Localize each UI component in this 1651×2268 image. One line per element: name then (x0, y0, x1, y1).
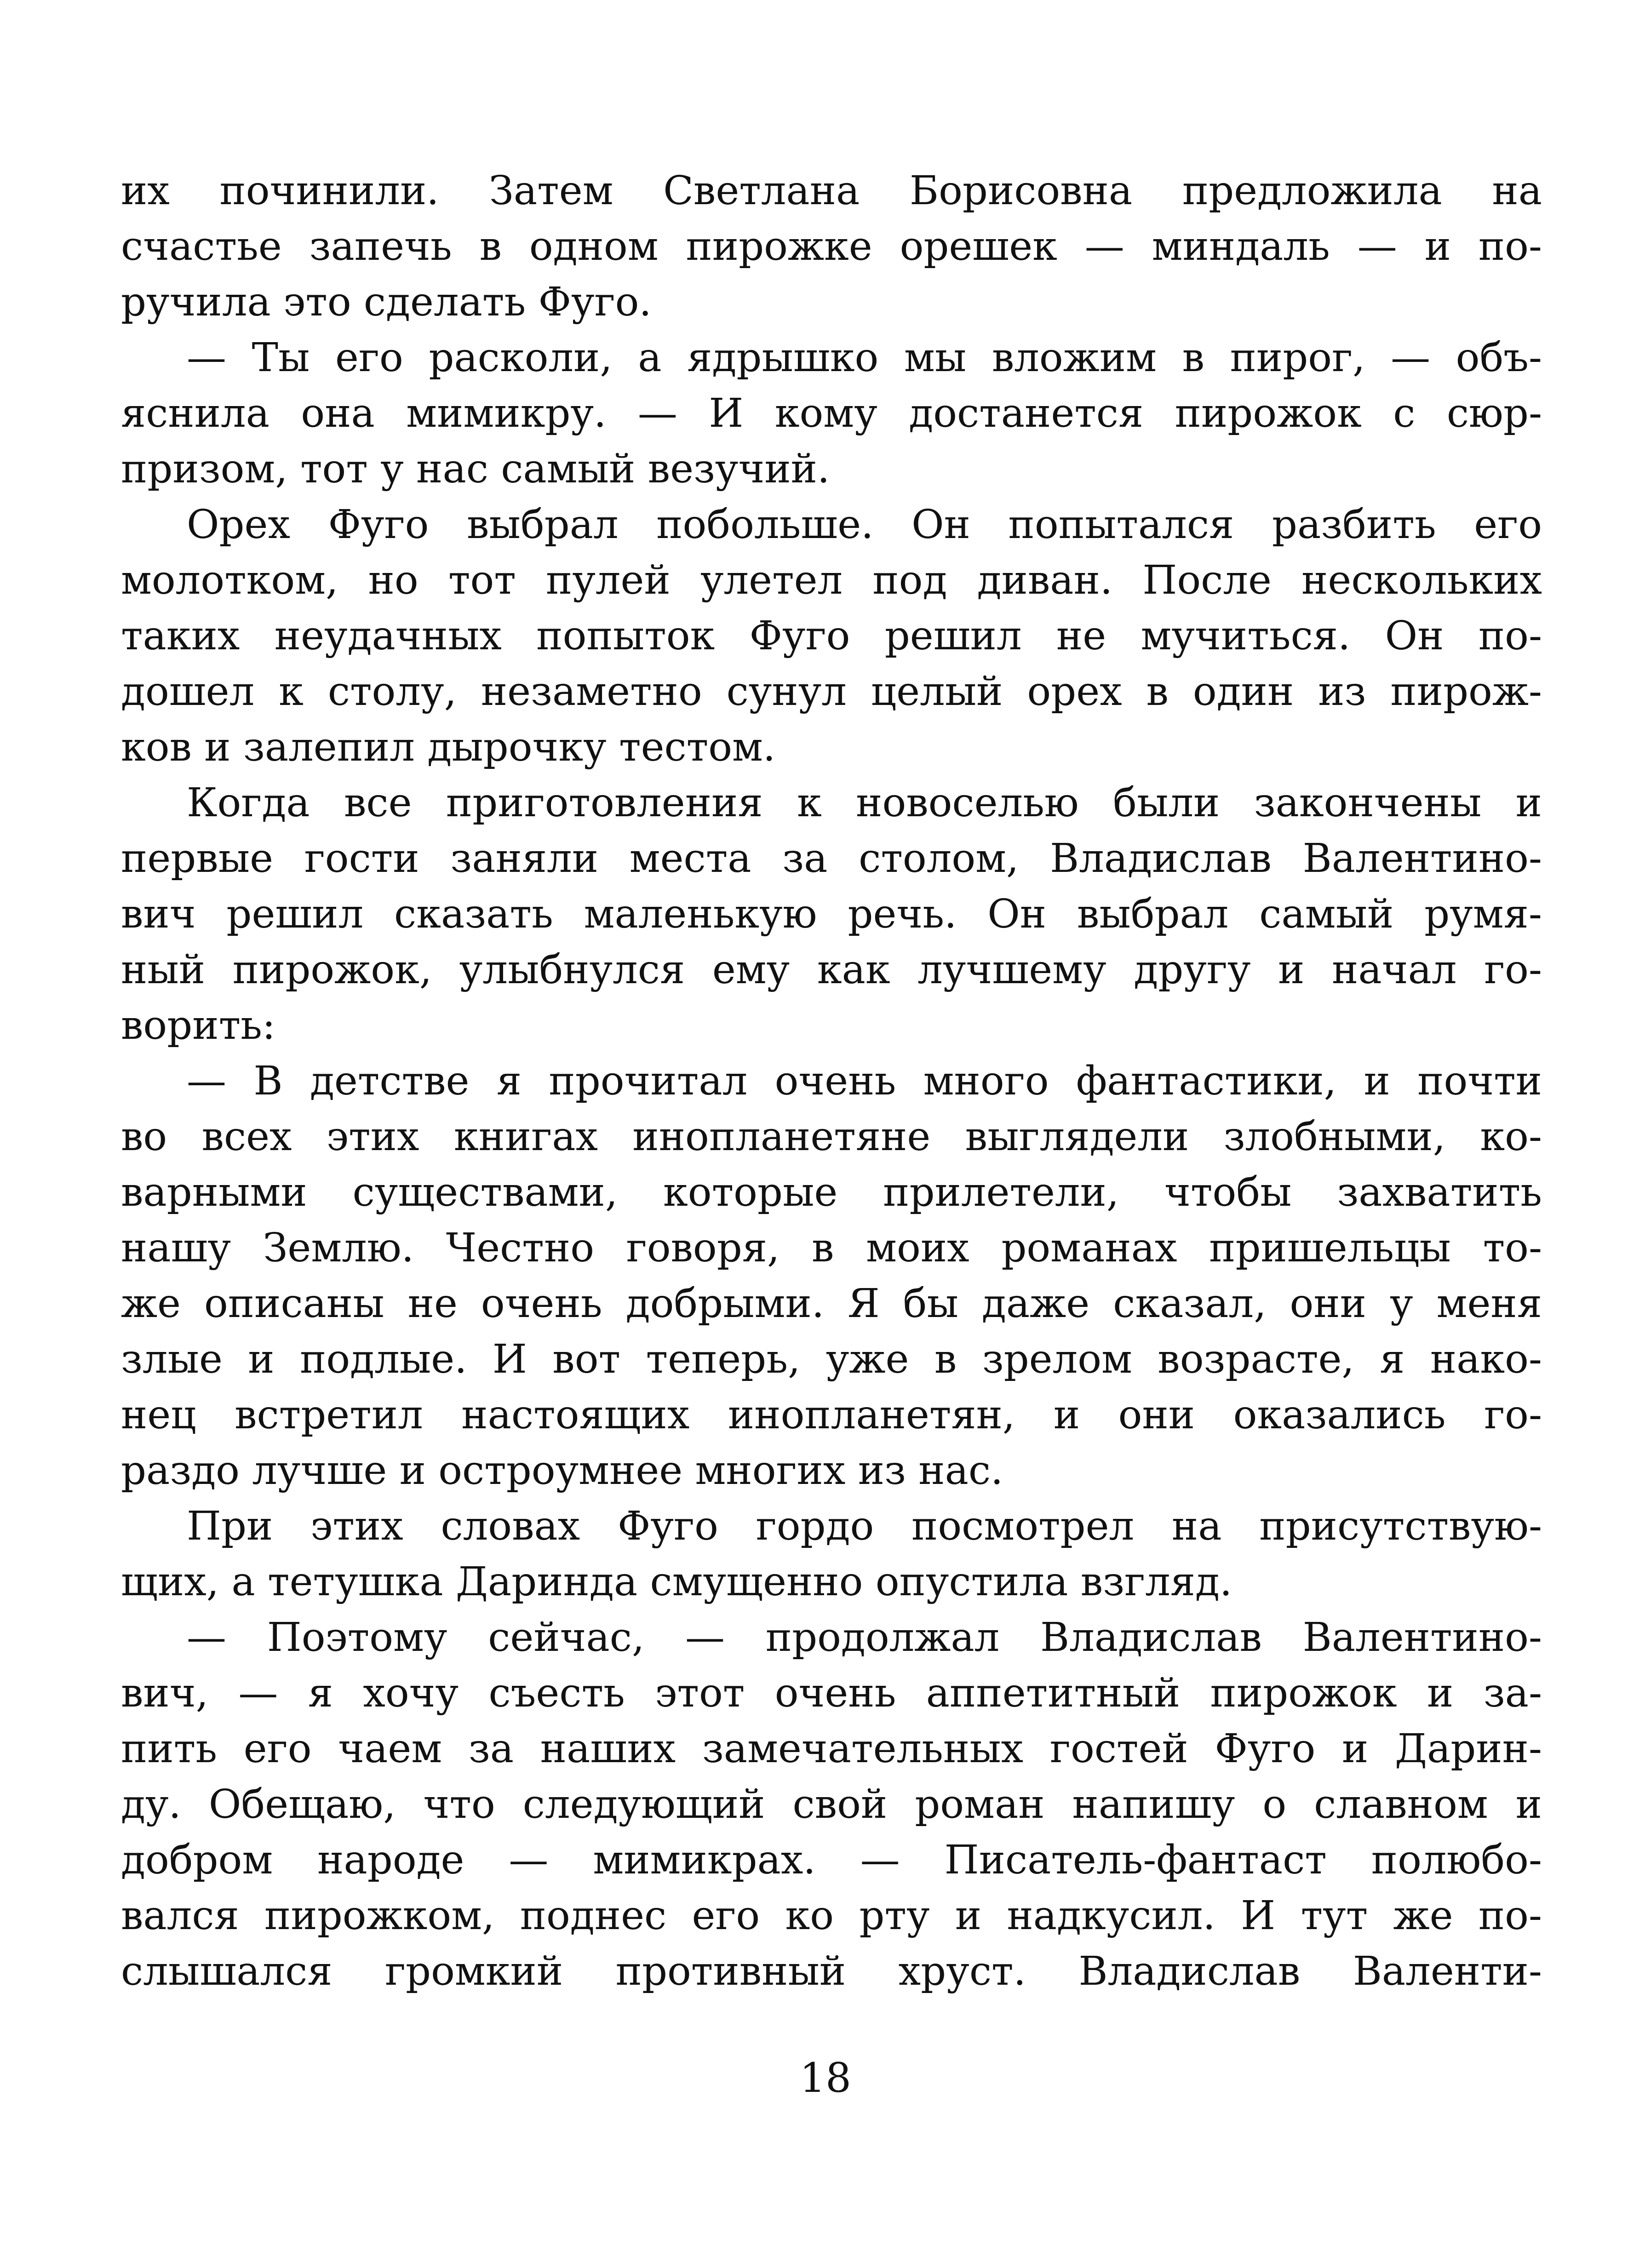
text-line: яснила она мимикру. — И кому достанется пирожок с сюр- (121, 390, 1542, 436)
text-line: добром народе — мимикрах. — Писатель-фантаст полюбо- (121, 1837, 1542, 1883)
text-line: призом, тот у нас самый везучий. (121, 446, 830, 492)
text-line: ков и залепил дырочку тестом. (121, 724, 776, 770)
text-line: вич, — я хочу съесть этот очень аппетитный пирожок и за- (121, 1670, 1542, 1716)
text-line: Орех Фуго выбрал побольше. Он попытался разбить его (187, 502, 1542, 548)
text-line: — Поэтому сейчас, — продолжал Владислав Валентино- (187, 1615, 1542, 1661)
text-line: При этих словах Фуго гордо посмотрел на присутствую- (187, 1503, 1542, 1549)
text-line: щих, а тетушка Даринда смущенно опустила взгляд. (121, 1559, 1233, 1605)
text-line: дошел к столу, незаметно сунул целый орех в один из пирож- (121, 669, 1542, 715)
text-line: ворить: (121, 1002, 275, 1048)
text-line: счастье запечь в одном пирожке орешек — миндаль — и по- (121, 223, 1542, 269)
text-line: ду. Обещаю, что следующий свой роман напишу о славном и (121, 1781, 1542, 1827)
text-line: ручила это сделать Фуго. (121, 279, 652, 325)
text-line: молотком, но тот пулей улетел под диван. После нескольких (121, 557, 1542, 603)
text-line: нец встретил настоящих инопланетян, и они оказались го- (121, 1392, 1542, 1438)
text-line: первые гости заняли места за столом, Владислав Валентино- (121, 836, 1542, 882)
text-line: же описаны не очень добрыми. Я бы даже сказал, они у меня (121, 1281, 1542, 1327)
body-text (121, 163, 1542, 1999)
text-line: таких неудачных попыток Фуго решил не мучиться. Он по- (121, 613, 1542, 659)
text-line: нашу Землю. Честно говоря, в моих романах пришельцы то- (121, 1225, 1542, 1271)
text-line: варными существами, которые прилетели, чтобы захватить (121, 1169, 1542, 1215)
text-line: во всех этих книгах инопланетяне выглядели злобными, ко- (121, 1114, 1542, 1160)
text-line: — В детстве я прочитал очень много фантастики, и почти (187, 1058, 1542, 1104)
text-line: вич решил сказать маленькую речь. Он выбрал самый румя- (121, 891, 1542, 937)
text-line: ный пирожок, улыбнулся ему как лучшему другу и начал го- (121, 947, 1542, 993)
text-line: — Ты его расколи, а ядрышко мы вложим в пирог, — объ- (187, 335, 1542, 381)
text-line: Когда все приготовления к новоселью были закончены и (187, 780, 1542, 826)
text-line: злые и подлые. И вот теперь, уже в зрелом возрасте, я нако- (121, 1336, 1542, 1382)
text-line: слышался громкий противный хруст. Владислав Валенти- (121, 1948, 1542, 1994)
text-line: раздо лучше и остроумнее многих из нас. (121, 1448, 1003, 1494)
text-line: их починили. Затем Светлана Борисовна предложила на (121, 168, 1542, 214)
text-line: пить его чаем за наших замечательных гостей Фуго и Дарин- (121, 1726, 1542, 1772)
page-number: 18 (800, 2054, 851, 2102)
text-line: вался пирожком, поднес его ко рту и надкусил. И тут же по- (121, 1893, 1542, 1939)
